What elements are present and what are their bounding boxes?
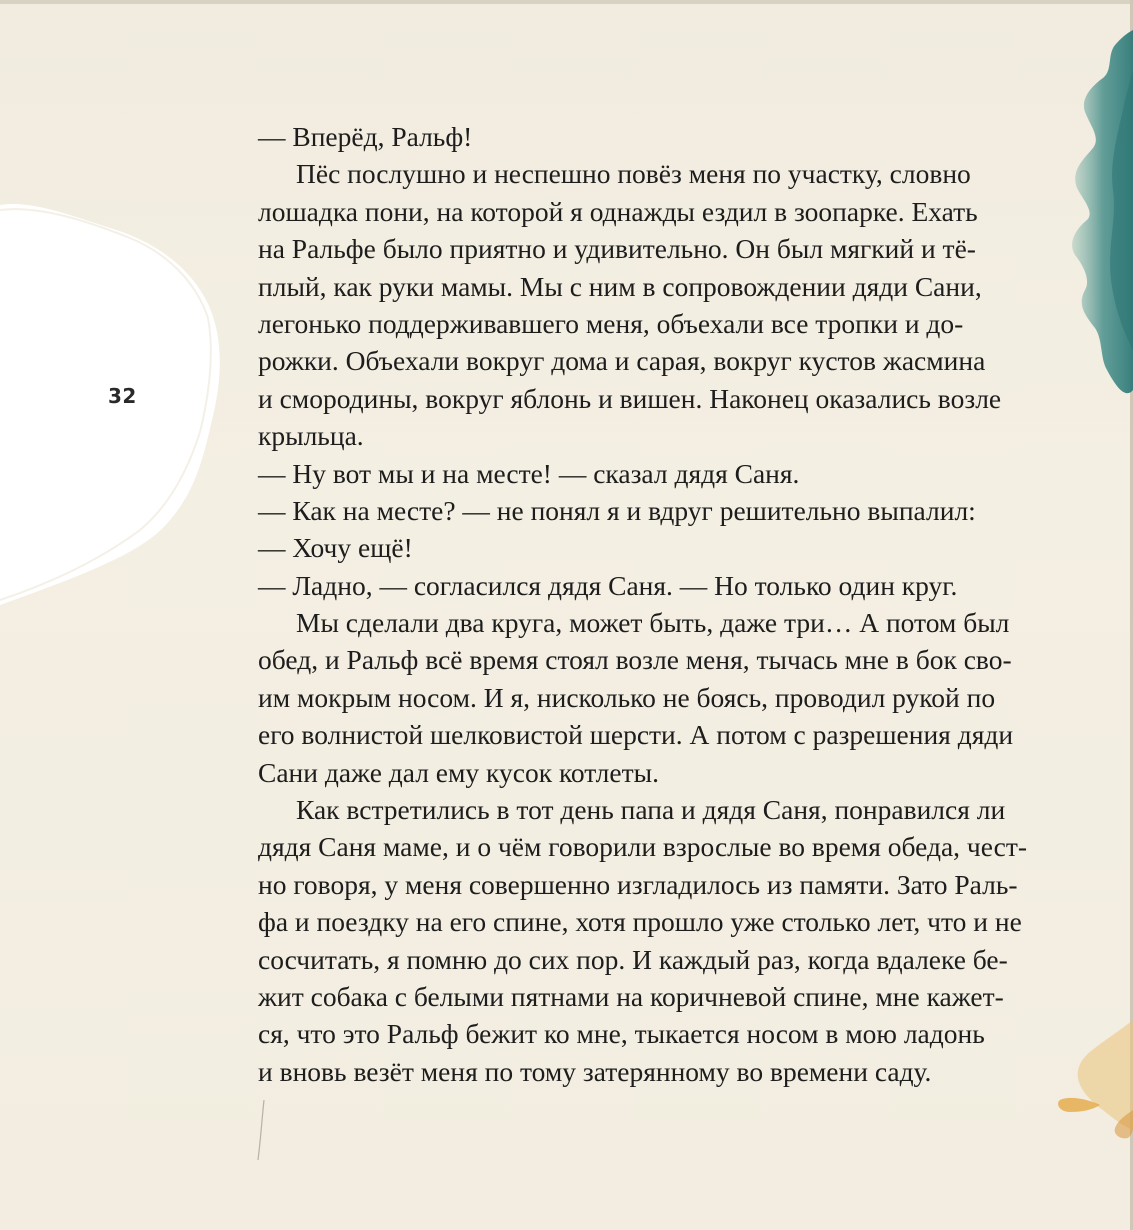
text-line: и вновь везёт меня по тому затерянному во времени саду. [258,1055,932,1087]
text-line: жит собака с белыми пятнами на коричневой спине, мне кажет- [258,980,1004,1012]
text-line: ся, что это Ральф бежит ко мне, тыкается носом в мою ладонь [258,1018,985,1050]
white-watercolor-blot [0,0,260,640]
text-line: Пёс послушно и неспешно повёз меня по участку, словно [296,158,971,190]
text-line: — Ладно, — согласился дядя Саня. — Но только один круг. [258,569,958,601]
text-line: обед, и Ральф всё время стоял возле меня, тычась мне в бок сво- [258,644,1012,676]
text-line: Как встретились в тот день папа и дядя Саня, понравился ли [296,794,1006,826]
page-number: 32 [108,384,137,408]
text-line: Сани даже дал ему кусок котлеты. [258,756,659,788]
text-line: легонько поддерживавшего меня, объехали все тропки и до- [258,307,964,339]
pencil-mark [256,1100,268,1160]
text-line: фа и поездку на его спине, хотя прошло уже столько лет, что и не [258,906,1022,938]
text-line: — Как на месте? — не понял я и вдруг решительно выпалил: [258,494,976,526]
text-line: — Вперёд, Ральф! [258,121,473,152]
story-text [258,118,1098,1090]
text-line: крыльца. [258,420,364,452]
text-line: его волнистой шелковистой шерсти. А потом с разрешения дяди [258,719,1014,751]
text-line: Мы сделали два круга, может быть, даже три… А потом был [296,607,1010,639]
text-line: плый, как руки мамы. Мы с ним в сопровождении дяди Сани, [258,270,982,302]
text-line: но говоря, у меня совершенно изгладилось из памяти. Зато Раль- [258,868,1018,900]
text-line: им мокрым носом. И я, нисколько не боясь, проводил рукой по [258,681,996,713]
text-line: рожки. Объехали вокруг дома и сарая, вокруг кустов жасмина [258,345,986,377]
text-line: — Ну вот мы и на месте! — сказал дядя Саня. [258,457,800,489]
text-line: дядя Саня маме, и о чём говорили взрослые во время обеда, чест- [258,831,1028,863]
text-line: сосчитать, я помню до сих пор. И каждый раз, когда вдалеке бе- [258,943,1008,975]
text-line: лошадка пони, на которой я однажды ездил в зоопарке. Ехать [258,195,978,227]
text-line: — Хочу ещё! [258,532,413,564]
text-line: и смородины, вокруг яблонь и вишен. Наконец оказались возле [258,382,1002,414]
text-line: на Ральфе было приятно и удивительно. Он был мягкий и тё- [258,233,976,265]
